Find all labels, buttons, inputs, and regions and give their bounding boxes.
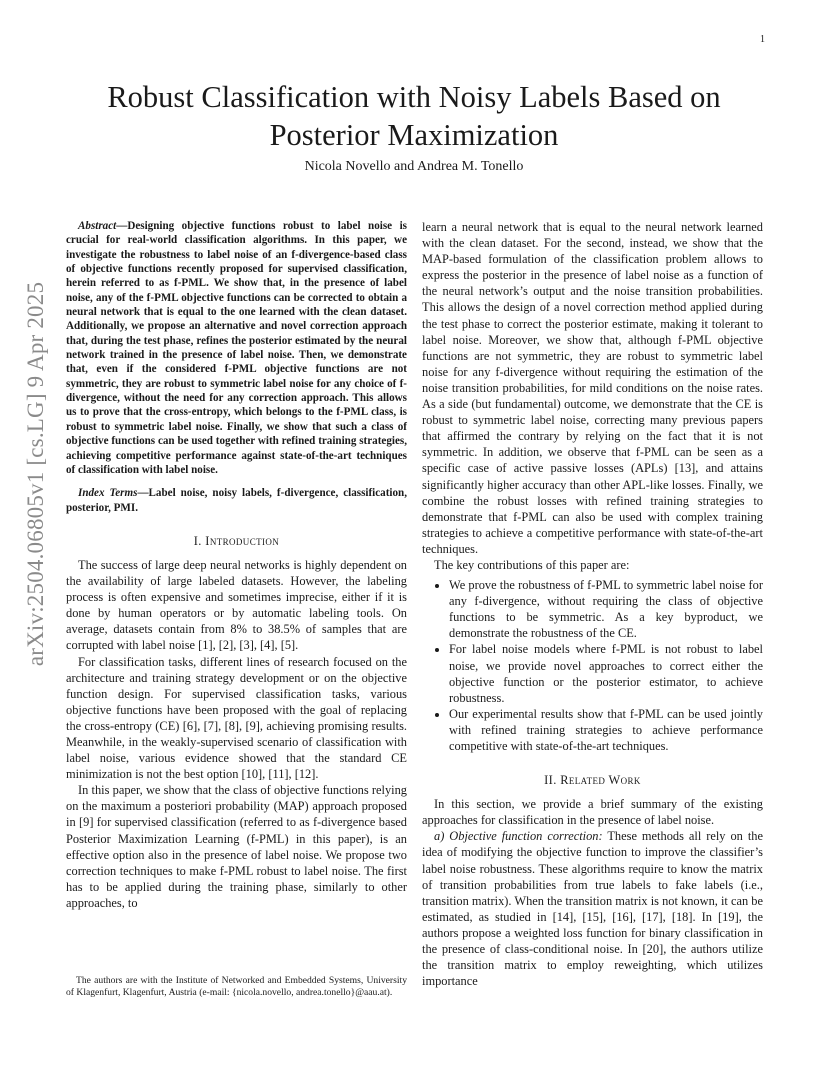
index-terms-text: —Label noise, noisy labels, f-divergence, classification, posterior, PMI. (66, 487, 407, 514)
contributions-intro: The key contributions of this paper are: (434, 557, 630, 572)
index-terms-label: Index Terms (78, 487, 138, 500)
abstract-label: Abstract (78, 220, 117, 232)
page-number: 1 (760, 34, 765, 45)
intro-paragraph-2: For classification tasks, different lines of research focused on the architecture and training strategy development or on the objective function design. For supervised classification tasks, various objective functions have been proposed with the goal of replacing the cross-entropy (CE) [6], [7], [8], [9], achieving promising results. Meanwhile, in the weakly-supervised scenario of classification with label noise, various evidence showed that the standard CE minimization is not the best option [10], [11], [12]. (66, 654, 407, 782)
intro-continuation: learn a neural network that is equal to the neural network learned with the clean dataset. For the second, instead, we show that the MAP-based formulation of the classification problem allows to express the posterior in the presence of label noise as a function of the neural network’s output and the noise transition probabilities. This allows the design of a novel correction method applied during the test phase to correct the posterior estimate, making it tolerant to label noise. Moreover, we show that, although f-PML objective functions are not symmetric, they are robust to symmetric label noise for any f-divergence without requiring the estimation of the noise transition probabilities, for mild conditions on the noise rates. As a side (but fundamental) outcome, we demonstrate that the CE is robust to symmetric label noise, correcting many previous papers that affirmed the contrary by relying on the fact that it is not symmetric. In addition, we observe that f-PML can be seen as a specific case of active passive losses (APLs) [13], and attains significantly higher accuracy than other APL-like losses. Finally, we combine the robust losses with refined training strategies to demonstrate that f-PML can also be used with complex training strategies to achieve a competitive performance with state-of-the-art techniques. (422, 220, 763, 556)
intro-paragraph-1: The success of large deep neural networks is highly dependent on the availability of large labeled datasets. However, the labeling process is often expensive and sometimes imprecise, either if it is done by human operators or by automatic labeling tools. On average, datasets contain from 8% to 38.5% of samples that are corrupted with label noise [1], [2], [3], [4], [5]. (66, 557, 407, 653)
paper-title: Robust Classification with Noisy Labels Based on Posterior Maximization (107, 80, 721, 152)
section-heading-introduction: I. Introduction (193, 533, 280, 548)
footnote-text: The authors are with the Institute of Networked and Embedded Systems, University of Klagenfurt, Klagenfurt, Austria (e-mail: {nicola.novello, andrea.tonello}@aau.at). (66, 975, 407, 998)
intro-paragraph-3: In this paper, we show that the class of objective functions relying on the maximum a posteriori probability (MAP) approach proposed in [9] for supervised classification (referred to as f-divergence based Posterior Maximization Learning (f-PML) in this paper), is an effective option also in the presence of label noise. We propose two correction techniques to make f-PML robust to label noise. The first has to be applied during the training phase, similarly to other approaches, to (66, 783, 407, 910)
footnote (66, 975, 407, 999)
paper-authors: Nicola Novello and Andrea M. Tonello (304, 159, 524, 174)
contributions-list (422, 577, 763, 754)
abstract (66, 219, 407, 477)
related-work-intro: In this section, we provide a brief summary of the existing approaches for classification in the presence of label noise. (422, 797, 763, 828)
abstract-text: —Designing objective functions robust to label noise is crucial for real-world classification algorithms. In this paper, we investigate the robustness to label noise of an f-divergence-based class of objective functions recently proposed for supervised classification, herein referred to as f-PML. We show that, in the presence of label noise, any of the f-PML objective functions can be corrected to obtain a neural network that is equal to the one learned with the clean dataset. Additionally, we propose an alternative and novel correction approach that, during the test phase, refines the posterior estimated by the neural network trained in the presence of label noise. Then, we demonstrate that, even if the considered f-PML objective functions are not symmetric, they are robust to symmetric label noise for any choice of f-divergence, without the need for any correction approach. This allows us to prove that the cross-entropy, which belongs to the f-PML class, is robust to symmetric label noise. Finally, we show that such a class of objective functions can be used together with refined training strategies, achieving competitive performance against state-of-the-art techniques of classification with label noise. (66, 220, 407, 476)
related-work-paragraph-a (422, 828, 763, 989)
contribution-item: • We prove the robustness of f-PML to symmetric label noise for any f-divergence, without requiring the class of objective functions to be symmetric. As a key byproduct, we demonstrate the robustness of the CE. (449, 577, 763, 641)
section-heading-related-work: II. Related Work (544, 773, 641, 788)
index-terms (66, 486, 407, 515)
left-column (66, 219, 407, 911)
right-column (422, 219, 763, 989)
paragraph-a-text: These methods all rely on the idea of modifying the objective function to improve the classifier’s label noise robustness. These algorithms require to know the matrix of transition probabilities from true labels to fake labels (i.e., transition matrix). When the transition matrix is not known, it can be estimated, as studied in [14], [15], [16], [17], [18]. In [19], the authors propose a weighted loss function for binary classification in the presence of class-conditional noise. In [20], the authors utilize the transition matrix to employ reweighting, which utilizes importance (422, 829, 763, 989)
contribution-item: • For label noise models where f-PML is not robust to label noise, we provide novel approaches to correct either the objective function or the posterior estimator, to achieve robustness. (449, 641, 763, 705)
arxiv-stamp-text: arXiv:2504.06805v1 [cs.LG] 9 Apr 2025 (23, 281, 48, 667)
paragraph-a-title: a) Objective function correction: (434, 829, 603, 844)
contribution-item: • Our experimental results show that f-PML can be used jointly with refined training strategies to achieve performance competitive with state-of-the-art techniques. (449, 706, 763, 754)
